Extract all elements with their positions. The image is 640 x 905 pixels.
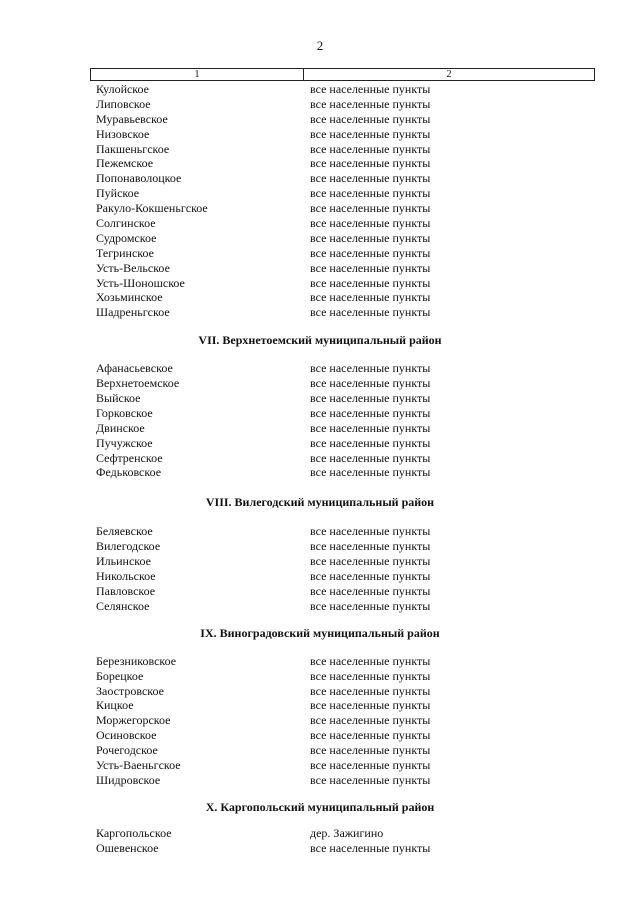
table-row [0, 261, 640, 276]
district-section [0, 82, 640, 320]
settlement-name: Афанасьевское [96, 361, 173, 376]
table-row [0, 112, 640, 127]
settlement-name: Федьковское [96, 465, 162, 480]
district-section [0, 320, 640, 480]
settlement-scope: все населенные пункты [310, 668, 431, 683]
table-row [0, 82, 640, 97]
table-row [0, 826, 640, 841]
settlement-name: Хозьминское [96, 290, 163, 305]
settlement-name: Тегринское [96, 245, 154, 260]
table-row [0, 171, 640, 186]
settlement-name: Осиновское [96, 728, 157, 743]
settlement-scope: все населенные пункты [310, 290, 431, 305]
table-row [0, 290, 640, 305]
settlement-scope: все населенные пункты [310, 554, 431, 569]
settlement-name: Шидровское [96, 772, 161, 787]
table-row [0, 376, 640, 391]
settlement-name: Пучужское [96, 435, 153, 450]
table-row [0, 841, 640, 856]
settlement-name: Беляевское [96, 524, 153, 539]
district-section [0, 480, 640, 613]
table-row [0, 216, 640, 231]
table-row [0, 97, 640, 112]
table-row [0, 654, 640, 669]
settlement-name: Ильинское [96, 554, 151, 569]
settlement-name: Пуйское [96, 186, 140, 201]
table-header [90, 68, 595, 81]
table-row [0, 231, 640, 246]
settlement-name: Муравьевское [96, 111, 168, 126]
settlement-name: Сефтренское [96, 450, 163, 465]
settlement-name: Попонаволоцкое [96, 171, 182, 186]
settlement-scope: все населенные пункты [310, 598, 431, 613]
table-row [0, 698, 640, 713]
table-row [0, 451, 640, 466]
settlement-scope: все населенные пункты [310, 757, 431, 772]
settlement-scope: все населенные пункты [310, 728, 431, 743]
settlement-scope: все населенные пункты [310, 376, 431, 391]
settlement-name: Судромское [96, 230, 157, 245]
settlement-scope: все населенные пункты [310, 698, 431, 713]
district-section [0, 614, 640, 788]
table-row [0, 361, 640, 376]
settlement-name: Вилегодское [96, 539, 161, 554]
settlement-name: Никольское [96, 569, 156, 584]
district-title: VIII. Вилегодский муниципальный район [205, 495, 435, 510]
settlement-name: Усть-Ваеньгское [96, 757, 181, 772]
settlement-scope: все населенные пункты [310, 465, 431, 480]
settlement-name: Ошевенское [96, 840, 159, 855]
table-row [0, 276, 640, 291]
settlement-scope: все населенные пункты [310, 186, 431, 201]
table-row [0, 186, 640, 201]
settlement-scope: все населенные пункты [310, 171, 431, 186]
table-row [0, 713, 640, 728]
settlement-scope: все населенные пункты [310, 539, 431, 554]
table-row [0, 569, 640, 584]
table-row [0, 728, 640, 743]
settlement-name: Рочегодское [96, 743, 158, 758]
settlement-name: Верхнетоемское [96, 376, 180, 391]
settlement-scope: все населенные пункты [310, 245, 431, 260]
table-row [0, 156, 640, 171]
settlement-scope: все населенные пункты [310, 361, 431, 376]
settlement-scope: все населенные пункты [310, 82, 431, 96]
settlement-name: Усть-Вельское [96, 260, 170, 275]
settlement-name: Кулойское [96, 82, 150, 96]
table-row [0, 391, 640, 406]
table-row [0, 524, 640, 539]
table-row [0, 758, 640, 773]
table-row [0, 436, 640, 451]
table-row [0, 142, 640, 157]
settlement-name: Выйское [96, 391, 141, 406]
settlement-scope: дер. Зажигино [310, 825, 384, 840]
settlement-scope: все населенные пункты [310, 713, 431, 728]
table-row [0, 743, 640, 758]
settlement-name: Пежемское [96, 156, 154, 171]
settlement-scope: все населенные пункты [310, 141, 431, 156]
settlement-scope: все населенные пункты [310, 96, 431, 111]
settlement-scope: все населенные пункты [310, 435, 431, 450]
settlement-name: Березниковское [96, 653, 177, 668]
table-row [0, 584, 640, 599]
settlement-name: Низовское [96, 126, 150, 141]
settlement-scope: все населенные пункты [310, 653, 431, 668]
settlement-scope: все населенные пункты [310, 275, 431, 290]
table-row [0, 421, 640, 436]
table-row [0, 684, 640, 699]
settlement-name: Пакшеньгское [96, 141, 170, 156]
district-title: X. Каргопольский муниципальный район [205, 799, 435, 814]
settlement-scope: все населенные пункты [310, 305, 431, 320]
settlement-name: Павловское [96, 583, 156, 598]
settlement-scope: все населенные пункты [310, 420, 431, 435]
settlement-name: Моржегорское [96, 713, 171, 728]
settlement-scope: все населенные пункты [310, 391, 431, 406]
settlement-scope: все населенные пункты [310, 450, 431, 465]
table-row [0, 669, 640, 684]
settlement-scope: все населенные пункты [310, 111, 431, 126]
table-row [0, 201, 640, 216]
table-row [0, 554, 640, 569]
table-row [0, 127, 640, 142]
table-row [0, 305, 640, 320]
settlement-name: Ракуло-Кокшеньгское [96, 201, 208, 216]
table-header-col2: 2 [446, 69, 452, 80]
settlement-name: Каргопольское [96, 825, 172, 840]
settlement-table [0, 82, 640, 856]
settlement-scope: все населенные пункты [310, 524, 431, 539]
table-row [0, 465, 640, 480]
settlement-scope: все населенные пункты [310, 201, 431, 216]
district-section [0, 788, 640, 856]
settlement-name: Шадреньгское [96, 305, 170, 320]
settlement-name: Усть-Шоношское [96, 275, 185, 290]
settlement-scope: все населенные пункты [310, 743, 431, 758]
settlement-scope: все населенные пункты [310, 569, 431, 584]
settlement-name: Солгинское [96, 216, 156, 231]
table-row [0, 599, 640, 614]
table-row [0, 773, 640, 788]
settlement-scope: все населенные пункты [310, 126, 431, 141]
settlement-scope: все населенные пункты [310, 772, 431, 787]
settlement-scope: все населенные пункты [310, 156, 431, 171]
settlement-scope: все населенные пункты [310, 583, 431, 598]
settlement-scope: все населенные пункты [310, 683, 431, 698]
settlement-scope: все населенные пункты [310, 405, 431, 420]
settlement-name: Горковское [96, 405, 153, 420]
settlement-scope: все населенные пункты [310, 230, 431, 245]
page-number: 2 [316, 38, 324, 53]
settlement-name: Липовское [96, 96, 151, 111]
district-title: IX. Виноградовский муниципальный район [200, 625, 440, 640]
settlement-name: Борецкое [96, 668, 144, 683]
settlement-name: Двинское [96, 420, 145, 435]
table-header-col1: 1 [91, 69, 304, 80]
table-row [0, 539, 640, 554]
district-title: VII. Верхнетоемский муниципальный район [198, 333, 442, 348]
table-row [0, 406, 640, 421]
settlement-scope: все населенные пункты [310, 260, 431, 275]
settlement-name: Кицкое [96, 698, 134, 713]
settlement-name: Селянское [96, 598, 150, 613]
table-row [0, 246, 640, 261]
settlement-scope: все населенные пункты [310, 216, 431, 231]
settlement-scope: все населенные пункты [310, 840, 431, 855]
settlement-name: Заостровское [96, 683, 164, 698]
